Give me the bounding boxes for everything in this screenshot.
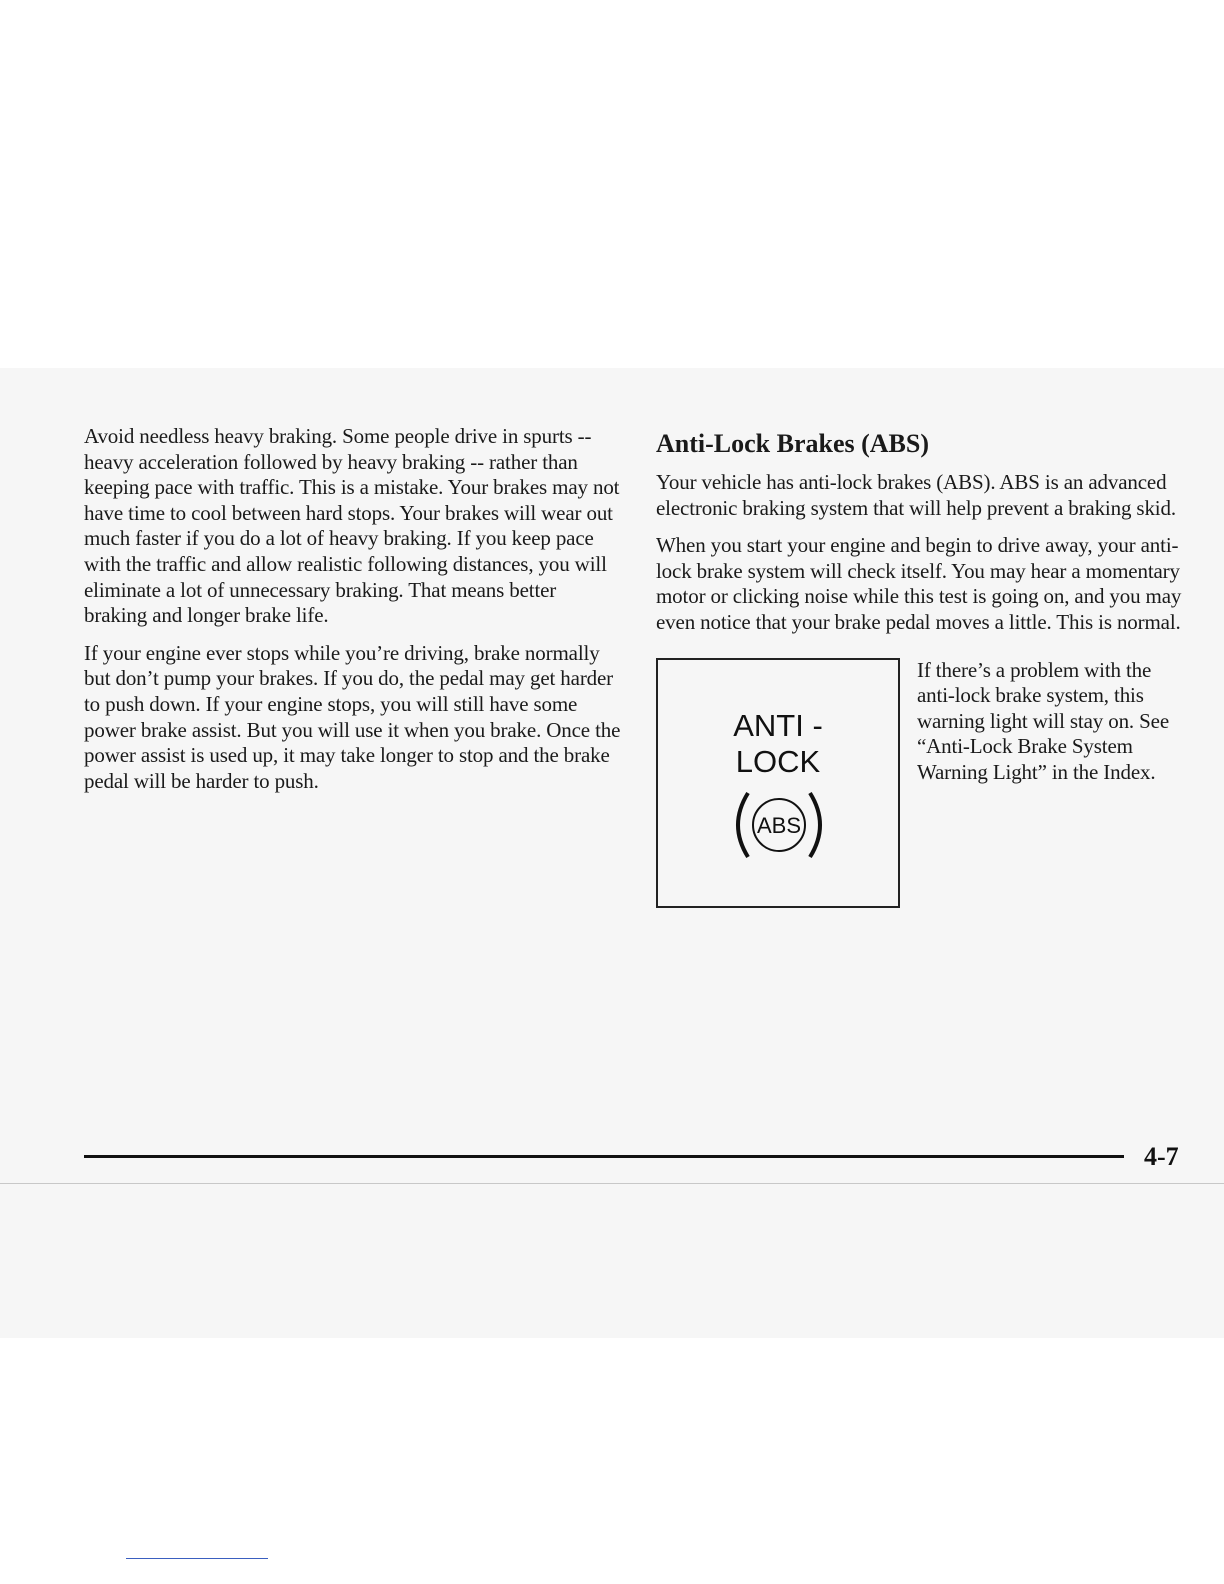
paragraph-heavy-braking: Avoid needless heavy braking. Some people drive in spurts -- heavy acceleration followed by heavy braking -- rather than keeping pace with traffic. This is a mistake. Your brakes may not have time to cool between hard stops. Your brakes will wear out much faster if you do a lot of heavy braking. If you keep pace with the traffic and allow realistic following distances, you will eliminate a lot of unnecessary braking. That means better braking and longer brake life.: [84, 424, 620, 628]
paragraph-abs-intro: Your vehicle has anti-lock brakes (ABS). ABS is an advanced electronic braking system that will help prevent a braking skid.: [656, 470, 1176, 520]
warning-light-label-line2: LOCK: [735, 743, 821, 779]
abs-warning-icon: [724, 785, 834, 865]
section-heading-abs: Anti-Lock Brakes (ABS): [656, 429, 930, 458]
page-number: 4-7: [1144, 1142, 1179, 1171]
warning-light-label-line1: ANTI -: [733, 707, 823, 743]
warning-light-description: If there’s a problem with the anti-lock brake system, this warning light will stay on. See “Anti-Lock Brake System Warning Light” in the Index.: [917, 657, 1169, 784]
scan-edge-line: [0, 1183, 1224, 1184]
left-column: [84, 424, 624, 806]
abs-warning-light-box: [656, 658, 900, 908]
footer-rule: [84, 1155, 1124, 1158]
right-column: [656, 424, 1196, 918]
paragraph-abs-self-check: When you start your engine and begin to drive away, your anti-lock brake system will check itself. You may hear a momentary motor or clicking noise while this test is going on, and you may even notice that your brake pedal moves a little. This is normal.: [656, 533, 1182, 634]
bottom-blue-mark: [126, 1558, 268, 1559]
warning-light-label: [658, 708, 898, 780]
paragraph-engine-stops: If your engine ever stops while you’re driving, brake normally but don’t pump your brakes. If you do, the pedal may get harder to push down. If your engine stops, you will still have some power brake assist. But you will use it when you brake. Once the power assist is used up, it may take longer to stop and the brake pedal will be harder to push.: [84, 640, 621, 793]
warning-light-row: [656, 658, 1196, 918]
abs-icon-label: ABS: [756, 812, 802, 838]
